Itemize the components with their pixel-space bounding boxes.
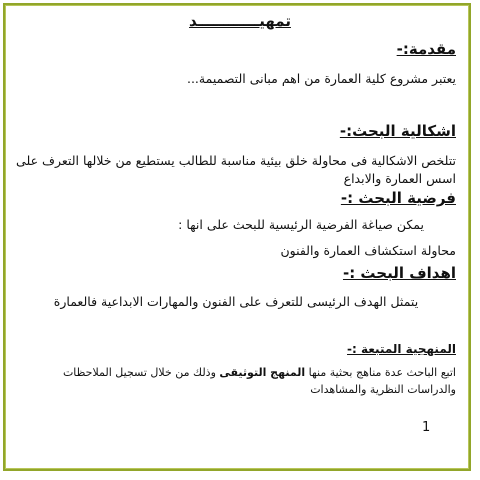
problem-heading: اشكالية البحث:- [339, 122, 456, 140]
goals-heading: اهداف البحث :- [342, 264, 456, 282]
method-text-start: اتبع الباحث عدة مناهج بحثية منها [305, 366, 456, 379]
method-text-end: وذلك من خلال تسجيل الملاحظات والدراسات النظرية والمشاهدات [62, 366, 456, 396]
intro-heading: مقدمة:- [396, 40, 456, 58]
page-number: 1 [422, 420, 431, 435]
method-text [16, 364, 456, 398]
problem-text: تتلخص الاشكالية فى محاولة خلق بيئية مناسبة للطالب يستطيع من خلالها التعرف على اسس العمارة والابداع [16, 153, 456, 186]
page-title: تمهيــــــــــــد [189, 12, 291, 30]
goals-text: يتمثل الهدف الرئيسى للتعرف على الفنون والمهارات الابداعية فالعمارة [53, 294, 419, 309]
hypothesis-heading: فرضية البحث :- [340, 189, 456, 207]
intro-text: يعتبر مشروع كلية العمارة من اهم مبانى التصميمة... [186, 71, 456, 86]
hypothesis-text-2: محاولة استكشاف العمارة والفنون [280, 243, 456, 258]
method-heading: المنهجية المتبعة :- [347, 342, 456, 356]
method-text-emphasis: المنهج التوثيقى [219, 366, 306, 379]
hypothesis-text-1: يمكن صياغة الفرضية الرئيسية للبحث على انها : [178, 217, 424, 232]
